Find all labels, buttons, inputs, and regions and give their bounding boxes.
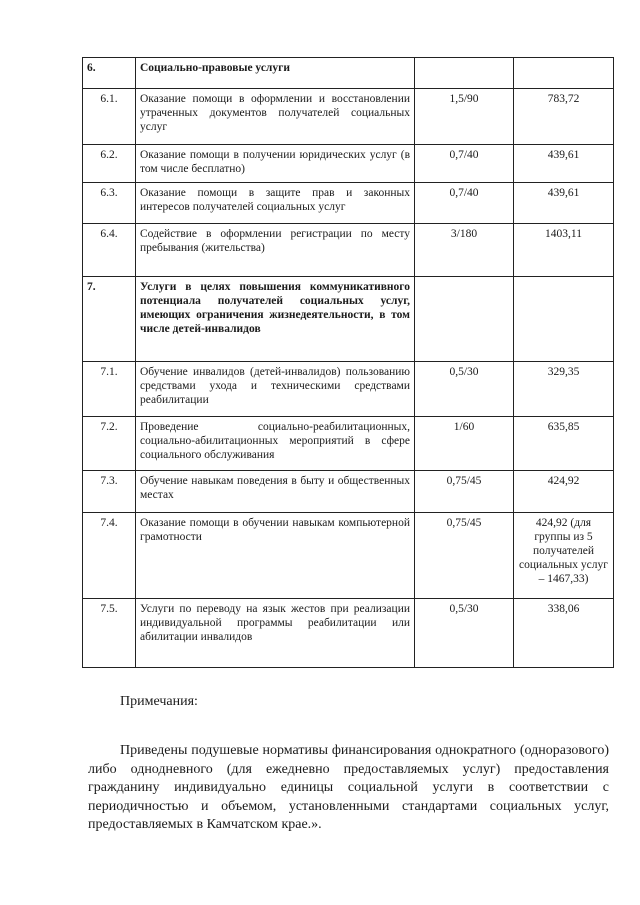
- notes-text: Приведены подушевые нормативы финансирования однократного (одноразового) либо однодневного (для ежедневно предоставляемых услуг) предоставления гражданину индивидуально единицы социальной услуги в соответствии с периодичностью и объемом, установленными стандартами социальных услуг, предоставляемых в Камчатском крае.».: [88, 743, 609, 832]
- section-row: [83, 277, 614, 362]
- price-value: 329,35: [514, 362, 614, 417]
- time-norm: [415, 277, 514, 362]
- row-number: 6.: [83, 58, 136, 89]
- price-value: 439,61: [514, 183, 614, 224]
- time-norm: 1/60: [415, 417, 514, 471]
- table-row: [83, 471, 614, 513]
- table-row: [83, 417, 614, 471]
- time-norm: 0,7/40: [415, 145, 514, 183]
- service-name: Обучение инвалидов (детей-инвалидов) пользованию средствами ухода и техническими средствами реабилитации: [136, 362, 415, 417]
- section-row: [83, 58, 614, 89]
- time-norm: 0,5/30: [415, 362, 514, 417]
- row-number: 6.4.: [83, 224, 136, 277]
- row-number: 6.3.: [83, 183, 136, 224]
- service-name: Услуги в целях повышения коммуникативного потенциала получателей социальных услуг, имеющих ограничения жизнедеятельности, в том числе детей-инвалидов: [136, 277, 415, 362]
- table-row: [83, 89, 614, 145]
- service-name: Оказание помощи в защите прав и законных интересов получателей социальных услуг: [136, 183, 415, 224]
- time-norm: 1,5/90: [415, 89, 514, 145]
- row-number: 7.4.: [83, 513, 136, 599]
- table-row: [83, 362, 614, 417]
- service-name: Проведение социально-реабилитационных, социально-абилитационных мероприятий в сфере социального обслуживания: [136, 417, 415, 471]
- row-number: 7.: [83, 277, 136, 362]
- table-row: [83, 183, 614, 224]
- price-value: 635,85: [514, 417, 614, 471]
- notes-title: Примечания:: [120, 694, 198, 709]
- row-number: 7.5.: [83, 599, 136, 668]
- time-norm: 0,7/40: [415, 183, 514, 224]
- price-value: 783,72: [514, 89, 614, 145]
- row-number: 6.1.: [83, 89, 136, 145]
- service-name: Оказание помощи в обучении навыкам компьютерной грамотности: [136, 513, 415, 599]
- services-table-body: [83, 58, 614, 668]
- price-value: 424,92 (для группы из 5 получателей социальных услуг – 1467,33): [514, 513, 614, 599]
- price-value: [514, 277, 614, 362]
- price-value: 439,61: [514, 145, 614, 183]
- services-table: [82, 57, 614, 668]
- time-norm: 0,75/45: [415, 471, 514, 513]
- time-norm: 0,75/45: [415, 513, 514, 599]
- service-name: Оказание помощи в оформлении и восстановлении утраченных документов получателей социальных услуг: [136, 89, 415, 145]
- service-name: Обучение навыкам поведения в быту и общественных местах: [136, 471, 415, 513]
- service-name: Социально-правовые услуги: [136, 58, 415, 89]
- row-number: 7.3.: [83, 471, 136, 513]
- table-row: [83, 513, 614, 599]
- service-name: Оказание помощи в получении юридических услуг (в том числе бесплатно): [136, 145, 415, 183]
- row-number: 7.2.: [83, 417, 136, 471]
- time-norm: [415, 58, 514, 89]
- price-value: 424,92: [514, 471, 614, 513]
- price-value: 338,06: [514, 599, 614, 668]
- row-number: 7.1.: [83, 362, 136, 417]
- service-name: Содействие в оформлении регистрации по месту пребывания (жительства): [136, 224, 415, 277]
- row-number: 6.2.: [83, 145, 136, 183]
- table-row: [83, 145, 614, 183]
- table-row: [83, 224, 614, 277]
- time-norm: 0,5/30: [415, 599, 514, 668]
- service-name: Услуги по переводу на язык жестов при реализации индивидуальной программы реабилитации или абилитации инвалидов: [136, 599, 415, 668]
- price-value: [514, 58, 614, 89]
- price-value: 1403,11: [514, 224, 614, 277]
- table-row: [83, 599, 614, 668]
- time-norm: 3/180: [415, 224, 514, 277]
